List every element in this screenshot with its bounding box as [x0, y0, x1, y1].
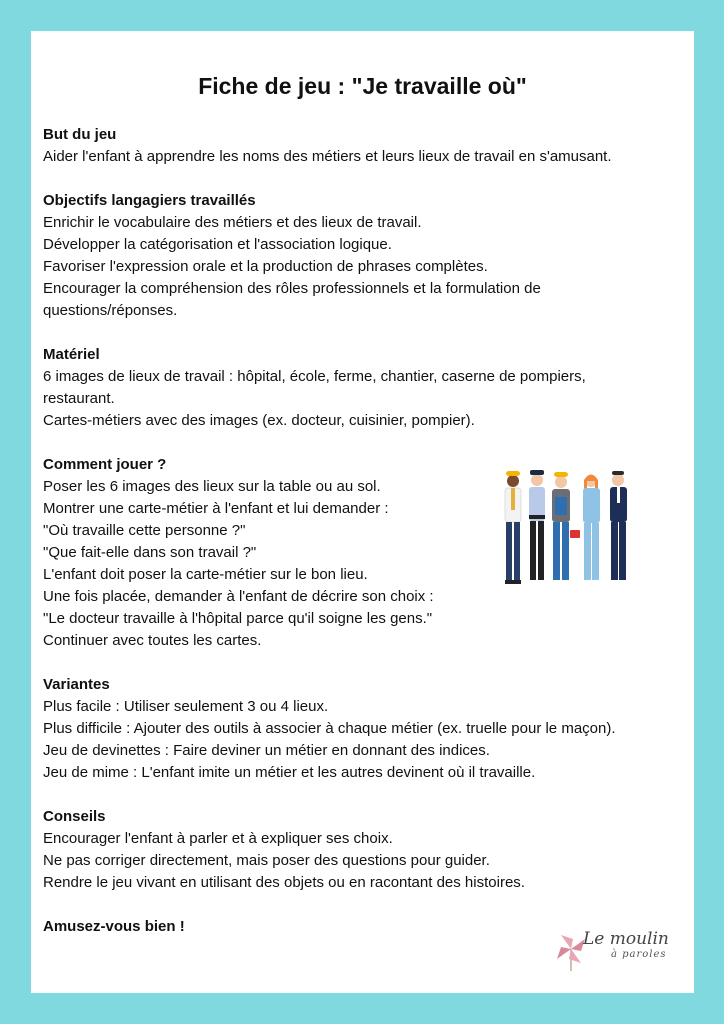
text-line: restaurant. [43, 390, 115, 407]
text-line: Cartes-métiers avec des images (ex. docteur, cuisinier, pompier). [43, 412, 475, 429]
text-line: Plus difficile : Ajouter des outils à associer à chaque métier (ex. truelle pour le maçon). [43, 720, 616, 737]
worksheet-page [31, 31, 694, 993]
text-line: Favoriser l'expression orale et la production de phrases complètes. [43, 258, 488, 275]
text-line: Enrichir le vocabulaire des métiers et des lieux de travail. [43, 214, 422, 231]
text-line: L'enfant doit poser la carte-métier sur le bon lieu. [43, 566, 368, 583]
text-line: Une fois placée, demander à l'enfant de décrire son choix : [43, 588, 434, 605]
text-line: Jeu de mime : L'enfant imite un métier et les autres devinent où il travaille. [43, 764, 536, 781]
section-materiel [43, 344, 683, 432]
text-line: "Où travaille cette personne ?" [43, 522, 246, 539]
section-but [43, 124, 683, 168]
text-line: "Que fait-elle dans son travail ?" [43, 544, 257, 561]
logo-subtext: à paroles [611, 949, 667, 960]
text-line: Montrer une carte-métier à l'enfant et lui demander : [43, 500, 389, 517]
section-conseils [43, 806, 683, 894]
closing-text: Amusez-vous bien ! [43, 918, 185, 935]
text-line: Encourager la compréhension des rôles professionnels et la formulation de [43, 280, 541, 297]
page-title: Fiche de jeu : "Je travaille où" [198, 73, 527, 99]
workers-group-icon [497, 467, 639, 591]
section-heading: Variantes [43, 676, 110, 693]
text-line: Plus facile : Utiliser seulement 3 ou 4 lieux. [43, 698, 329, 715]
section-heading: Comment jouer ? [43, 456, 167, 473]
logo-text: Le moulin [583, 929, 669, 949]
text-line: Encourager l'enfant à parler et à expliquer ses choix. [43, 830, 393, 847]
section-heading: Matériel [43, 346, 100, 363]
text-line: Développer la catégorisation et l'association logique. [43, 236, 392, 253]
section-heading: Conseils [43, 808, 106, 825]
section-heading: But du jeu [43, 126, 117, 143]
section-variantes [43, 674, 683, 784]
text-line: Aider l'enfant à apprendre les noms des métiers et leurs lieux de travail en s'amusant. [43, 148, 612, 165]
text-line: Ne pas corriger directement, mais poser des questions pour guider. [43, 852, 490, 869]
section-comment-jouer [43, 454, 473, 652]
text-line: Continuer avec toutes les cartes. [43, 632, 262, 649]
text-line: Jeu de devinettes : Faire deviner un métier en donnant des indices. [43, 742, 490, 759]
text-line: Poser les 6 images des lieux sur la table ou au sol. [43, 478, 381, 495]
text-line: 6 images de lieux de travail : hôpital, école, ferme, chantier, caserne de pompiers, [43, 368, 586, 385]
text-line: "Le docteur travaille à l'hôpital parce qu'il soigne les gens." [43, 610, 433, 627]
text-line: questions/réponses. [43, 302, 178, 319]
section-objectifs [43, 190, 683, 322]
text-line: Rendre le jeu vivant en utilisant des objets ou en racontant des histoires. [43, 874, 525, 891]
logo [553, 927, 683, 975]
section-heading: Objectifs langagiers travaillés [43, 192, 256, 209]
